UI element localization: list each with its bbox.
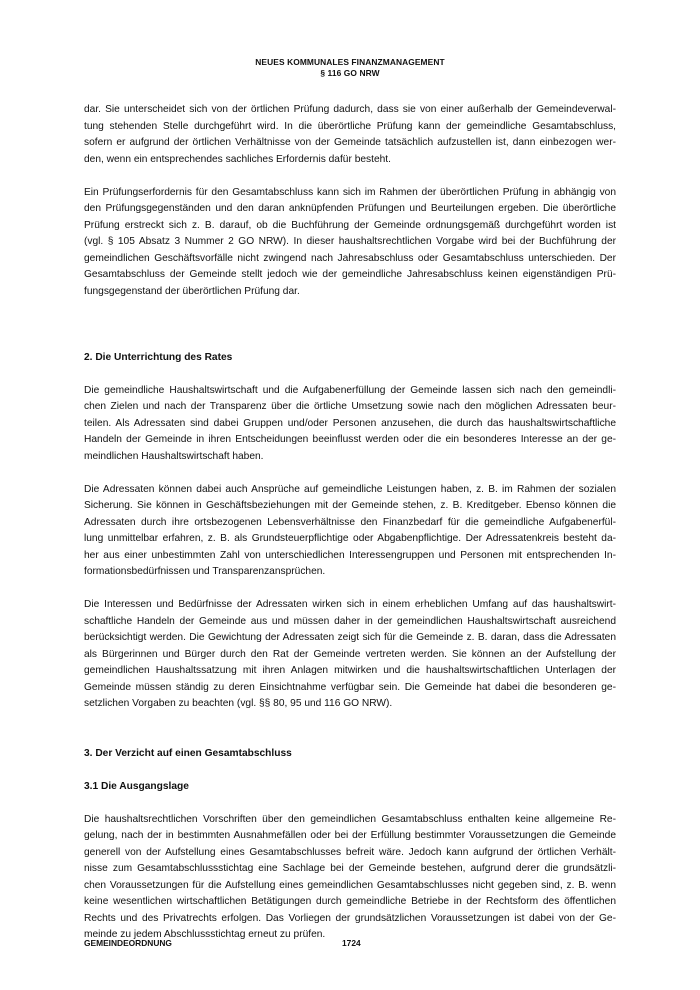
text-line: den Prüfungsgegenständen und den daran anknüpfenden Prüfungen und Beurteilungen ergeben. Die überörtliche: [84, 203, 616, 214]
document-body: [84, 102, 616, 960]
text-line: Gemeinde müssen ständig zu deren Einsichtnahme verfügbar sein. Die Gemeinde hat dabei die besonderen ge-: [84, 681, 616, 693]
text-line: Die Adressaten können dabei auch Ansprüche auf gemeindliche Leistungen haben, z. B. im Rahmen der sozialen: [84, 483, 616, 495]
text-line: fungsgegenstand der überörtlichen Prüfung dar.: [84, 285, 300, 297]
text-line: (vgl. § 105 Absatz 3 Nummer 2 GO NRW). In dieser haushaltsrechtlichen Vorgabe wird bei der Buchführung der: [84, 236, 616, 247]
text-line: Die Interessen und Bedürfnisse der Adressaten wirken sich in einem erheblichen Umfang auf das haushaltswirt-: [84, 599, 616, 610]
text-line: Ein Prüfungserfordernis für den Gesamtabschluss kann sich im Rahmen der überörtlichen Prüfung in abhängig von: [84, 186, 616, 198]
text-line: gelung, nach der in bestimmten Ausnahmefällen oder bei der Erfüllung bestimmter Voraussetzungen die Gemeinde: [84, 830, 616, 841]
page-header: [0, 57, 700, 78]
text-line: Gesamtabschluss der Gemeinde stellt jedoch wie der gemeindliche Jahresabschluss keinen eigenständigen Prü-: [84, 269, 616, 280]
text-line: Handeln der Gemeinde in ihren Entscheidungen beeinflusst werden oder die ein besonderes Interesse an der ge-: [84, 434, 616, 445]
text-line: formationsbedürfnissen und Transparenzansprüchen.: [84, 566, 326, 577]
text-line: chen Zielen und nach der Transparenz über die örtliche Umsetzung sowie nach den möglichen Adressaten beur-: [84, 401, 616, 412]
text-line: den, wenn ein entsprechendes sachliches Erfordernis dafür besteht.: [84, 153, 391, 165]
paragraph: [84, 812, 616, 944]
paragraph: [84, 185, 616, 301]
paragraph: [84, 383, 616, 466]
paragraph: [84, 597, 616, 713]
text-line: Rechts und des Privatrechts erfolgen. Das Vorliegen der grundsätzlichen Voraussetzungen ist dabei von der Ge-: [84, 912, 616, 924]
header-section: § 116 GO NRW: [320, 67, 380, 78]
text-line: sofern er aufgrund der örtlichen Verhältnisse von der Gemeinde tatsächlich aufzustellen ist, dann einbezogen wer-: [84, 137, 616, 148]
text-line: generell von der Aufstellung eines Gesamtabschlusses befreit wäre. Jedoch kann aufgrund der örtlichen Verhält-: [84, 846, 616, 858]
text-line: her aus einer unbestimmten Zahl von unterschiedlichen Interessengruppen und Personen mit entsprechenden In-: [84, 549, 616, 561]
text-line: gemeindlichen Geschäftsvorfälle nicht zwingend nach Jahresabschluss oder Gesamtabschluss unterschieden. Der: [84, 252, 616, 264]
paragraph: [84, 482, 616, 581]
text-line: dar. Sie unterscheidet sich von der örtlichen Prüfung dadurch, dass sie von einer außerhalb der Gemeindeverwal-: [84, 104, 616, 115]
header-title: NEUES KOMMUNALES FINANZMANAGEMENT: [255, 57, 445, 67]
text-line: lung unmittelbar erfahren, z. B. als Grundsteuerpflichtige oder Abgabenpflichtige. Der Adressatenkreis besteht da-: [84, 533, 616, 544]
paragraph: [84, 102, 616, 168]
section-heading: 2. Die Unterrichtung des Rates: [84, 351, 233, 363]
text-line: nisse zum Gesamtabschlussstichtag eine Sachlage bei der Gemeinde bestehen, aufgrund derer die grundsätzli-: [84, 863, 616, 874]
text-line: tung stehenden Stelle durchgeführt wird. In die überörtliche Prüfung kann der gemeindliche Gesamtabschluss,: [84, 120, 616, 132]
text-line: Sicherung. Sie können in Geschäftsbeziehungen mit der Gemeinde stehen, z. B. Kreditgeber. Ebenso können die: [84, 500, 616, 511]
subsection-heading: 3.1 Die Ausgangslage: [84, 780, 189, 792]
text-line: Adressaten durch ihre ortsbezogenen Lebensverhältnisse den Finanzbedarf für die gemeindliche Aufgabenerfül-: [84, 516, 616, 528]
section-heading: 3. Der Verzicht auf einen Gesamtabschluss: [84, 747, 292, 759]
text-line: setzlichen Vorgaben zu beachten (vgl. §§ 80, 95 und 116 GO NRW).: [84, 698, 393, 709]
text-line: Die gemeindliche Haushaltswirtschaft und die Aufgabenerfüllung der Gemeinde lassen sich nach den gemeindli-: [84, 384, 616, 396]
text-line: meinde zu jedem Abschlussstichtag erneut zu prüfen.: [84, 929, 326, 940]
footer-label: GEMEINDEORDNUNG: [84, 938, 172, 948]
text-line: teilen. Als Adressaten sind dabei Gruppen und/oder Personen anzusehen, die durch das haushaltswirtschaftliche: [84, 417, 616, 429]
text-line: gemeindlichen Haushaltssatzung mit ihren Anlagen mitwirken und die haushaltswirtschaftlichen Unterlagen der: [84, 665, 616, 676]
text-line: als Bürgerinnen und Bürger durch den Rat der Gemeinde vertreten werden. Sie können an der Aufstellung der: [84, 648, 616, 660]
text-line: keine wesentlichen wirtschaftlichen Betätigungen durch gemeindliche Betriebe in der Rechtsform des öffentlichen: [84, 896, 616, 907]
text-line: Prüfung erstreckt sich z. B. darauf, ob die Buchführung der Gemeinde ordnungsgemäß durchgeführt worden ist: [84, 219, 616, 231]
page-number: 1724: [342, 938, 361, 948]
text-line: chen Voraussetzungen für die Aufstellung eines gemeindlichen Gesamtabschlusses nicht gegeben sind, z. B. wenn: [84, 879, 616, 891]
text-line: schaftliche Handeln der Gemeinde aus und müssen daher in der gemeindlichen Haushaltswirtschaft ausreichend: [84, 615, 616, 627]
text-line: meindlichen Haushaltswirtschaft haben.: [84, 450, 264, 462]
text-line: berücksichtigt werden. Die Gewichtung der Adressaten zeigt sich für die Gemeinde z. B. daran, dass die Adressaten: [84, 632, 616, 643]
text-line: Die haushaltsrechtlichen Vorschriften über den gemeindlichen Gesamtabschluss enthalten keine allgemeine Re-: [84, 813, 616, 825]
